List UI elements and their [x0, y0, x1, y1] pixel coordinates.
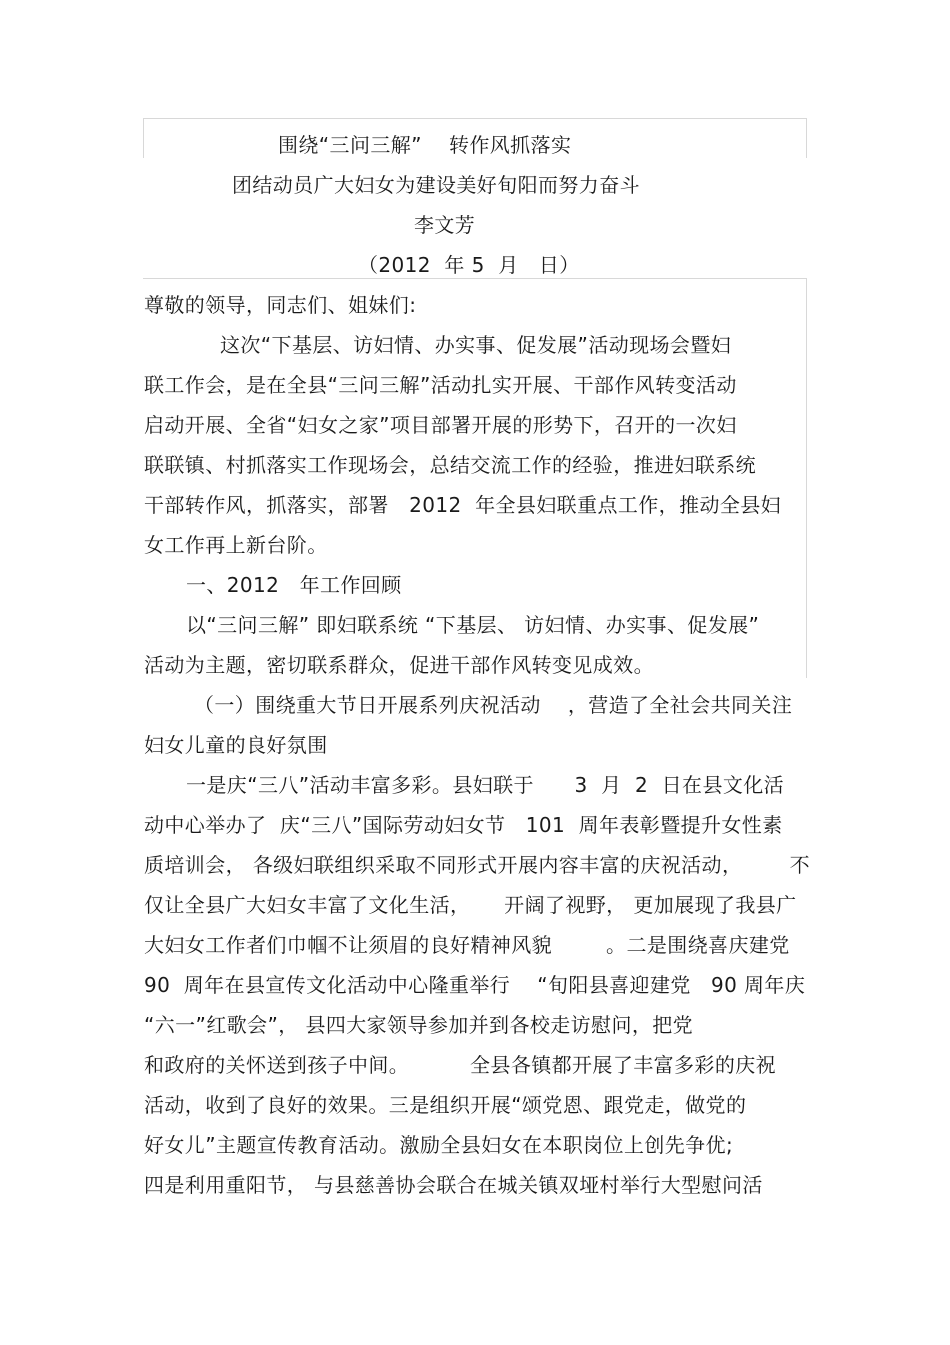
body-line: 妇女儿童的良好氛围 [144, 733, 328, 757]
author-name: 李文芳 [414, 213, 476, 237]
frame-right-line-2 [806, 278, 807, 678]
body-line: 四是利用重阳节， 与县慈善协会联合在城关镇双垭村举行大型慰问活 [144, 1173, 763, 1197]
body-line: 活动，收到了良好的效果。三是组织开展“颂党恩、跟党走，做党的 [144, 1093, 747, 1117]
frame-left-line [143, 118, 144, 158]
body-line: 大妇女工作者们巾帼不让须眉的良好精神风貌 。二是围绕喜庆建党 [144, 933, 790, 957]
body-line: 这次“下基层、访妇情、办实事、促发展”活动现场会暨妇 [220, 333, 732, 357]
subsection-heading: （一）围绕重大节日开展系列庆祝活动 ，营造了全社会共同关注 [194, 693, 793, 717]
frame-right-line [806, 118, 807, 158]
body-line: 和政府的关怀送到孩子中间。 全县各镇都开展了丰富多彩的庆祝 [144, 1053, 777, 1077]
body-line: 仅让全县广大妇女丰富了文化生活， 开阔了视野， 更加展现了我县广 [144, 893, 797, 917]
body-line: 联工作会，是在全县“三问三解”活动扎实开展、干部作风转变活动 [144, 373, 737, 397]
title-line-1: 围绕“三问三解” 转作风抓落实 [278, 133, 572, 157]
body-line: 以“三问三解” 即妇联系统 “下基层、 访妇情、办实事、促发展” [186, 613, 760, 637]
section-heading: 一、2012 年工作回顾 [186, 573, 402, 597]
frame-mid-line [143, 278, 807, 279]
body-line: 启动开展、全省“妇女之家”项目部署开展的形势下，召开的一次妇 [144, 413, 737, 437]
document-date: （2012 年 5 月 日） [358, 253, 580, 277]
greeting-line: 尊敬的领导，同志们、姐妹们: [144, 293, 417, 317]
body-line: 90 周年在县宣传文化活动中心隆重举行 “旬阳县喜迎建党 90 周年庆 [144, 973, 806, 997]
title-line-2: 团结动员广大妇女为建设美好旬阳而努力奋斗 [232, 173, 640, 197]
body-line: 活动为主题，密切联系群众，促进干部作风转变见成效。 [144, 653, 654, 677]
body-line: 质培训会， 各级妇联组织采取不同形式开展内容丰富的庆祝活动， 不 [144, 853, 811, 877]
body-line: 一是庆“三八”活动丰富多彩。县妇联于 3 月 2 日在县文化活 [186, 773, 785, 797]
frame-top-line [143, 118, 807, 119]
body-line: 联联镇、村抓落实工作现场会，总结交流工作的经验，推进妇联系统 [144, 453, 756, 477]
body-line: “六一”红歌会”， 县四大家领导参加并到各校走访慰问，把党 [144, 1013, 694, 1037]
body-line: 好女儿”主题宣传教育活动。激励全县妇女在本职岗位上创先争优; [144, 1133, 734, 1157]
body-line: 女工作再上新台阶。 [144, 533, 328, 557]
body-line: 动中心举办了 庆“三八”国际劳动妇女节 101 周年表彰暨提升女性素 [144, 813, 783, 837]
body-line: 干部转作风，抓落实，部署 2012 年全县妇联重点工作，推动全县妇 [144, 493, 782, 517]
